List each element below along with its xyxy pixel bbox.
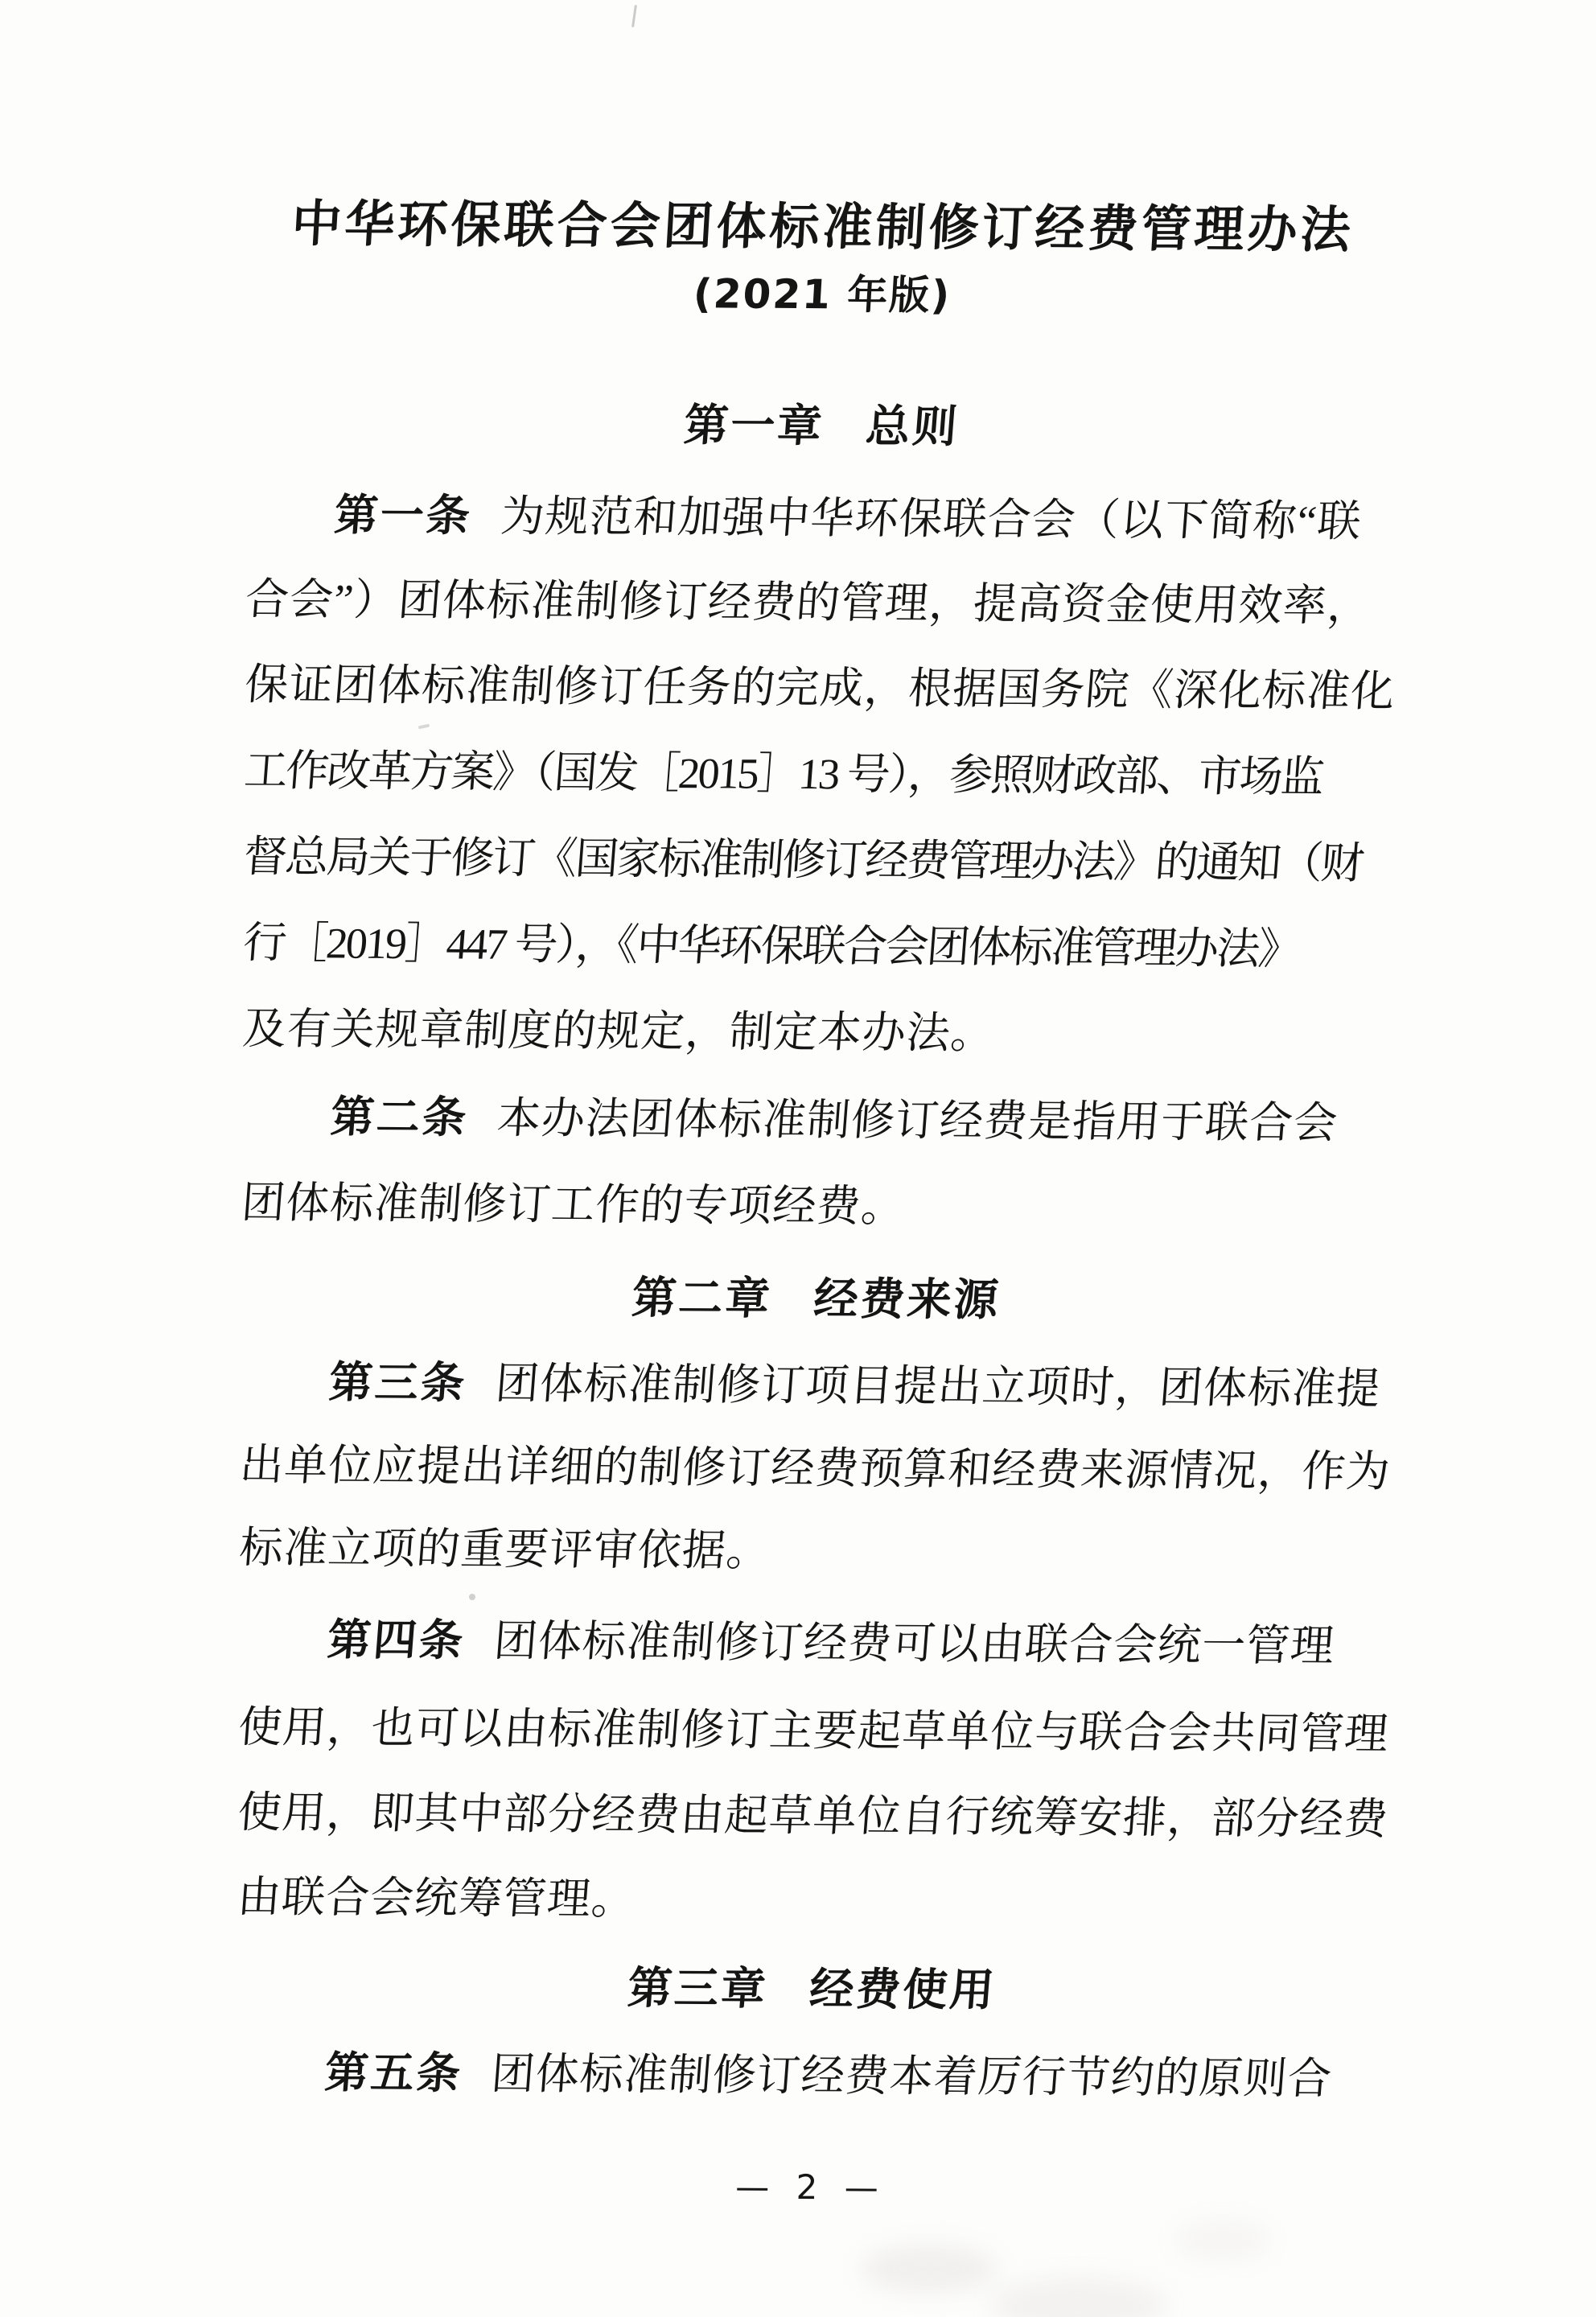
paragraph-text: 督总局关于修订《国家标准制修订经费管理办法》的通知（财 xyxy=(241,832,1364,888)
paragraph-line xyxy=(236,1872,1390,1930)
paragraph-text: 标准立项的重要评审依据。 xyxy=(237,1523,773,1575)
paragraph-line xyxy=(237,1702,1391,1760)
chapter-heading-3 xyxy=(235,1960,1389,2019)
article-number: 第四条 xyxy=(325,1614,467,1666)
paragraph-line xyxy=(243,660,1397,718)
paragraph-line xyxy=(240,1178,1394,1236)
scan-artifact-smudge xyxy=(861,2245,998,2293)
scan-artifact-smudge xyxy=(1174,2220,1271,2261)
paragraph-line xyxy=(236,1788,1390,1846)
paragraph-text: 为规范和加强中华环保联合会（以下简称“联 xyxy=(499,492,1364,546)
chapter-label: 第三章 xyxy=(626,1961,770,2015)
paragraph-line xyxy=(237,1523,1392,1581)
paragraph-text: 合会”）团体标准制修订经费的管理，提高资金使用效率， xyxy=(243,574,1374,631)
paragraph-line xyxy=(241,918,1396,976)
chapter-name: 经费来源 xyxy=(812,1273,1003,1326)
paragraph-line xyxy=(237,1614,1480,1673)
paragraph-text: 本办法团体标准制修订经费是指用于联合会 xyxy=(495,1093,1340,1148)
paragraph-line xyxy=(234,2047,1477,2106)
paragraph-text: 工作改革方案》（国发［2015］13 号），参照财政部、市场监 xyxy=(242,746,1325,801)
paragraph-text: 团体标准制修订经费可以由联合会统一管理 xyxy=(492,1616,1337,1671)
paragraph-text: 团体标准制修订项目提出立项时，团体标准提 xyxy=(493,1359,1383,1414)
paragraph-text: 由联合会统筹管理。 xyxy=(235,1872,638,1924)
article-number: 第二条 xyxy=(328,1091,471,1143)
chapter-name: 总则 xyxy=(863,400,961,453)
chapter-label: 第一章 xyxy=(681,399,826,452)
scan-artifact-speck xyxy=(469,1594,475,1600)
page-number: — 2 — xyxy=(735,2167,886,2208)
paragraph-line xyxy=(241,1004,1395,1062)
chapter-heading-2 xyxy=(239,1270,1393,1329)
document-subtitle: (2021 年版) xyxy=(692,270,952,319)
paragraph-text: 保证团体标准制修订任务的完成，根据国务院《深化标准化 xyxy=(243,660,1397,716)
paragraph-line xyxy=(244,574,1398,632)
paragraph-text: 使用，也可以由标准制修订主要起草单位与联合会共同管理 xyxy=(237,1702,1391,1759)
paragraph-line xyxy=(238,1440,1392,1498)
article-number: 第三条 xyxy=(327,1356,469,1409)
paragraph-line xyxy=(241,1091,1483,1150)
paragraph-text: 出单位应提出详细的制修订经费预算和经费来源情况，作为 xyxy=(238,1440,1392,1496)
paragraph-text: 及有关规章制度的规定，制定本办法。 xyxy=(241,1004,998,1058)
paragraph-text: 团体标准制修订工作的专项经费。 xyxy=(240,1178,907,1231)
paragraph-text: 团体标准制修订经费本着厉行节约的原则合 xyxy=(489,2049,1335,2104)
paragraph-line xyxy=(244,489,1487,549)
article-number: 第一条 xyxy=(332,489,475,541)
paragraph-line xyxy=(239,1356,1482,1416)
paragraph-line xyxy=(242,832,1396,890)
paragraph-text: 使用，即其中部分经费由起草单位自行统筹安排，部分经费 xyxy=(236,1788,1391,1844)
paragraph-line xyxy=(242,746,1396,804)
chapter-label: 第二章 xyxy=(630,1271,775,1324)
article-number: 第五条 xyxy=(323,2047,465,2099)
document-title: 中华环保联合会团体标准制修订经费管理办法 xyxy=(290,194,1355,260)
chapter-heading-1 xyxy=(245,397,1399,456)
chapter-name: 经费使用 xyxy=(808,1963,998,2016)
paragraph-text: 行［2019］447 号），《中华环保联合会团体标准管理办法》 xyxy=(241,918,1302,973)
